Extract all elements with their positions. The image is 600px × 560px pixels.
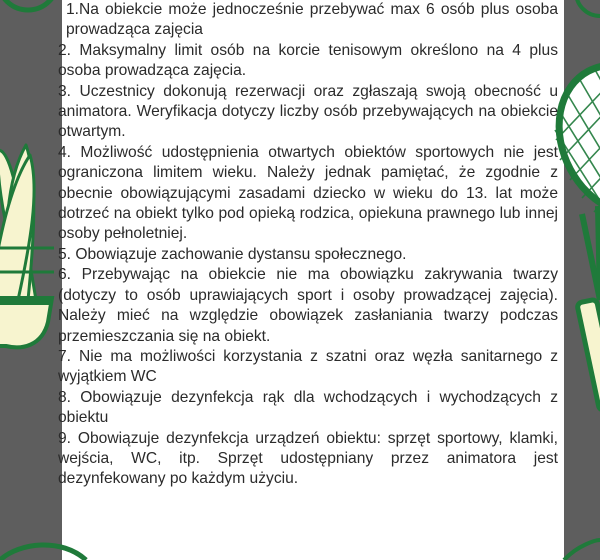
rule-3: 3. Uczestnicy dokonują rezerwacji oraz zgłaszają swoją obecność u animatora. Weryfikacja dotyczy liczby osób przebywających na obiekcie otwartym. <box>58 82 558 141</box>
rule-2: 2. Maksymalny limit osób na korcie tenisowym określono na 4 plus osoba prowadząca zajęcia. <box>58 41 558 80</box>
rule-8: 8. Obowiązuje dezynfekcja rąk dla wchodzących i wychodzących z obiektu <box>58 388 558 427</box>
rules-list <box>58 0 558 490</box>
bottom-left-ring-icon <box>0 545 86 560</box>
top-right-ring-icon <box>576 0 600 16</box>
rule-1: 1.Na obiekcie może jednocześnie przebywać max 6 osób plus osoba prowadząca zajęcia <box>66 1 558 39</box>
rule-5: 5. Obowiązuje zachowanie dystansu społecznego. <box>58 245 407 263</box>
rule-4: 4. Możliwość udostępnienia otwartych obiektów sportowych nie jest ograniczona limitem wieku. Należy jednak pamiętać, że zgodnie z obecnie obowiązującymi zasadami dziecko w wieku do 13. lat może dotrzeć na obiekt tylko pod opieką rodzica, opiekuna prawnego lub innej osoby pełnoletniej. <box>58 143 558 243</box>
top-ring-icon <box>0 0 58 10</box>
rule-7: 7. Nie ma możliwości korzystania z szatni oraz węzła sanitarnego z wyjątkiem WC <box>58 347 558 386</box>
bottom-right-ring-icon <box>564 540 600 560</box>
rule-6: 6. Przebywając na obiekcie nie ma obowiązku zakrywania twarzy (dotyczy to osób uprawiających sport i osoby prowadzącej zajęcia). Należy mieć na względzie obowiązek zasłaniania twarzy podczas przemieszczania się na obiekt. <box>58 266 558 345</box>
shuttlecock-icon <box>0 145 54 347</box>
rule-9: 9. Obowiązuje dezynfekcja urządzeń obiektu: sprzęt sportowy, klamki, wejścia, WC, itp. Sprzęt udostępniany przez animatora jest dezynfekowany po każdym użyciu. <box>58 429 558 488</box>
